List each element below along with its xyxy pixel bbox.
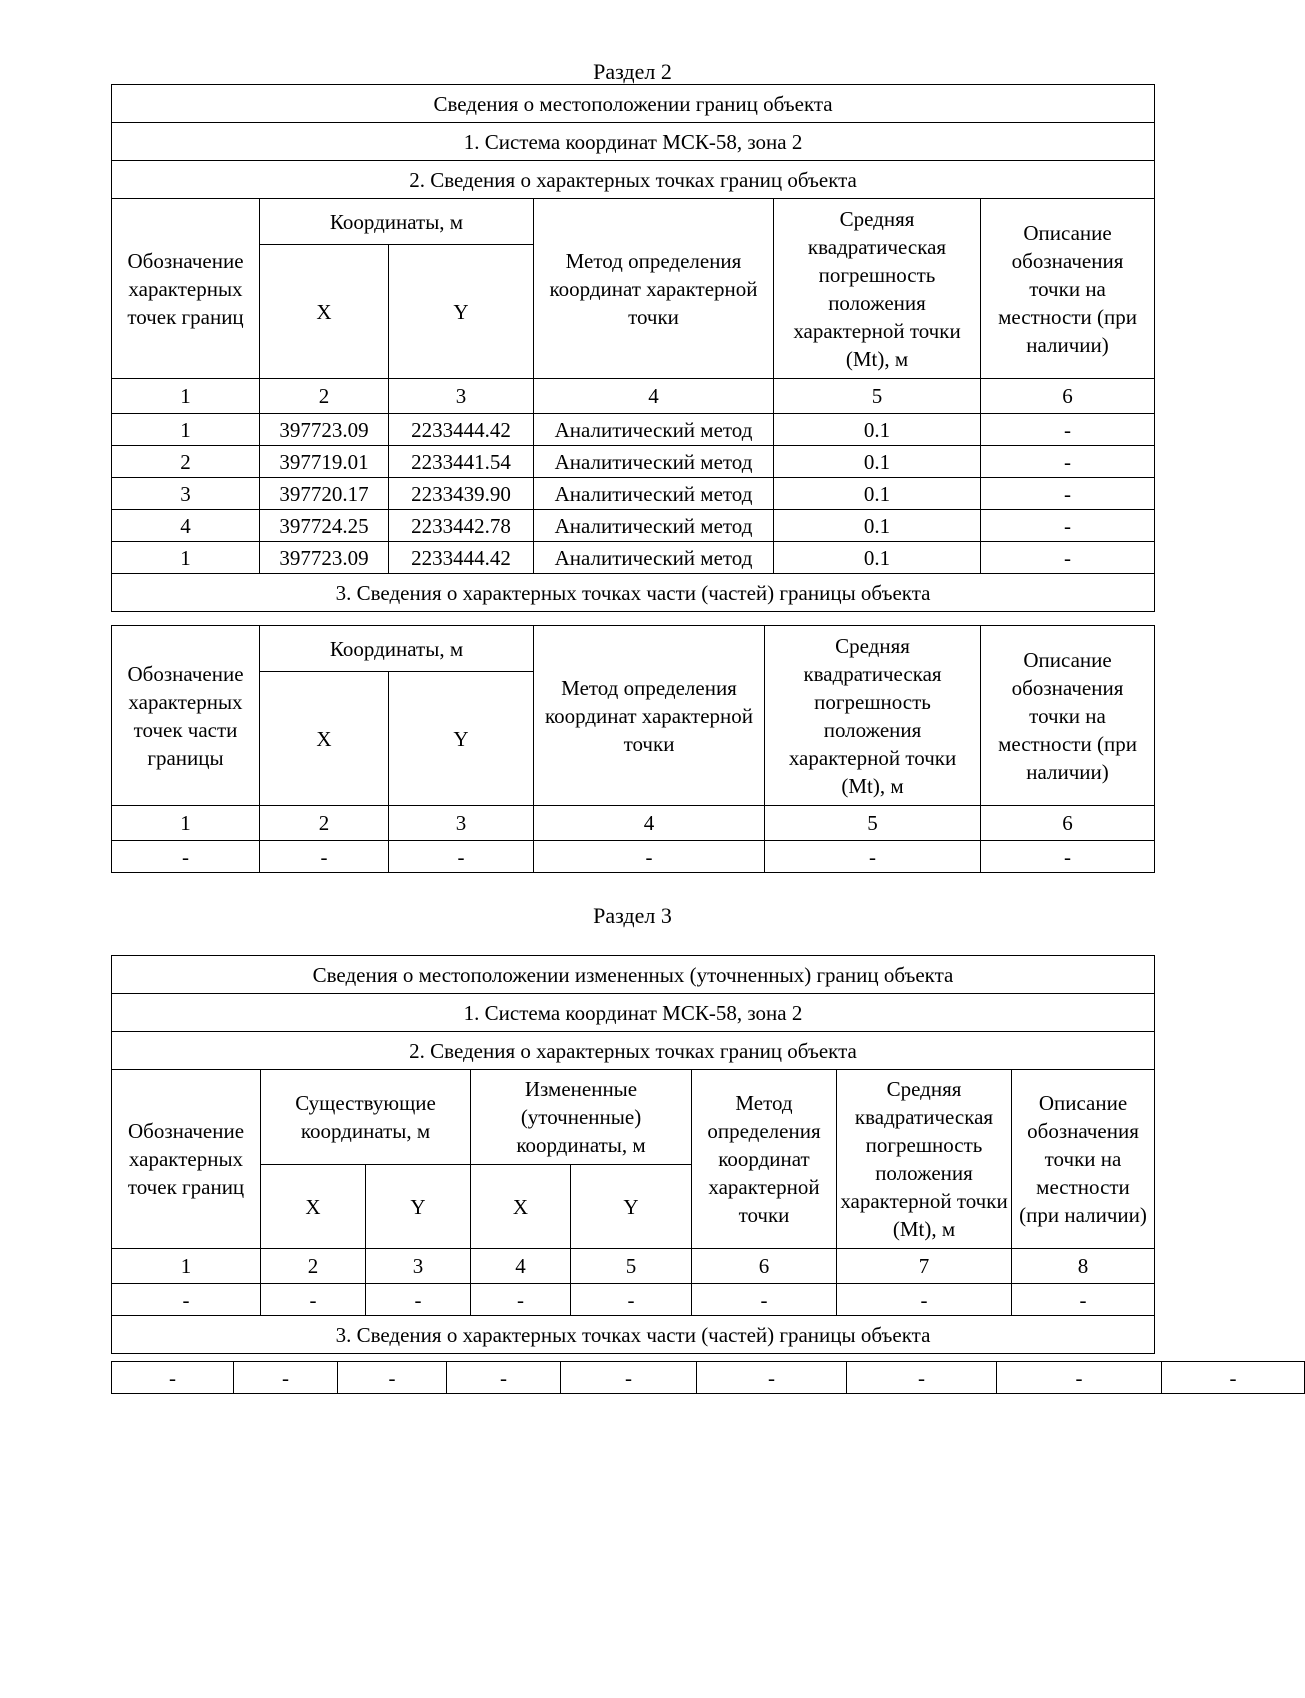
- column-number: 1: [112, 1249, 261, 1284]
- coord-x: 397724.25: [260, 510, 389, 542]
- table-cell: -: [366, 1284, 471, 1316]
- error-value: 0.1: [774, 478, 981, 510]
- column-number: 8: [1012, 1249, 1155, 1284]
- table-cell: -: [837, 1284, 1012, 1316]
- section-2-caption: Раздел 2: [593, 59, 672, 84]
- parts-header-method: Метод определения координат характерной точки: [534, 626, 765, 806]
- parts-title: 3. Сведения о характерных точках части (частей) границы объекта: [112, 1316, 1155, 1354]
- parts-header-y: Y: [389, 672, 534, 806]
- table-cell: -: [561, 1362, 697, 1394]
- table-row: [112, 1284, 1155, 1316]
- section-3-parts-table: [111, 1361, 1305, 1394]
- section-3-caption: Раздел 3: [593, 903, 672, 928]
- column-number-row: [112, 806, 1155, 841]
- description: -: [981, 446, 1155, 478]
- header-coordinates: Координаты, м: [260, 199, 534, 245]
- table-cell: -: [447, 1362, 561, 1394]
- coord-x: 397723.09: [260, 414, 389, 446]
- column-number-row: [112, 379, 1155, 414]
- table-cell: -: [1162, 1362, 1305, 1394]
- column-number: 2: [260, 806, 389, 841]
- parts-header-coordinates: Координаты, м: [260, 626, 534, 672]
- method: Аналитический метод: [534, 414, 774, 446]
- header-designation: Обозначение характерных точек границ: [112, 1070, 261, 1249]
- point-id: 2: [112, 446, 260, 478]
- header-y-changed: Y: [571, 1165, 692, 1249]
- description: -: [981, 478, 1155, 510]
- column-number: 3: [389, 806, 534, 841]
- table-cell: -: [471, 1284, 571, 1316]
- table-row: [112, 1362, 1305, 1394]
- table-cell: -: [534, 841, 765, 873]
- section-2-title: Сведения о местоположении границ объекта: [112, 85, 1155, 123]
- description: -: [981, 510, 1155, 542]
- header-designation: Обозначение характерных точек границ: [112, 199, 260, 379]
- table-cell: -: [692, 1284, 837, 1316]
- method: Аналитический метод: [534, 478, 774, 510]
- error-value: 0.1: [774, 510, 981, 542]
- column-number-row: [112, 1249, 1155, 1284]
- table-cell: -: [234, 1362, 338, 1394]
- description: -: [981, 542, 1155, 574]
- table-cell: -: [112, 1284, 261, 1316]
- description: -: [981, 414, 1155, 446]
- table-cell: -: [112, 841, 260, 873]
- header-existing-coordinates: Существующие координаты, м: [261, 1070, 471, 1165]
- table-row: [112, 510, 1155, 542]
- column-number: 1: [112, 379, 260, 414]
- column-number: 1: [112, 806, 260, 841]
- header-method: Метод определения координат характерной точки: [534, 199, 774, 379]
- point-id: 1: [112, 414, 260, 446]
- point-id: 1: [112, 542, 260, 574]
- header-method: Метод определения координат характерной точки: [692, 1070, 837, 1249]
- table-cell: -: [981, 841, 1155, 873]
- table-cell: -: [847, 1362, 997, 1394]
- error-value: 0.1: [774, 542, 981, 574]
- table-cell: -: [338, 1362, 447, 1394]
- parts-header-x: X: [260, 672, 389, 806]
- coord-x: 397723.09: [260, 542, 389, 574]
- table-cell: -: [1012, 1284, 1155, 1316]
- column-number: 5: [571, 1249, 692, 1284]
- error-value: 0.1: [774, 446, 981, 478]
- table-row: [112, 478, 1155, 510]
- table-cell: -: [697, 1362, 847, 1394]
- method: Аналитический метод: [534, 510, 774, 542]
- section-2-parts-table: [111, 625, 1155, 873]
- method: Аналитический метод: [534, 446, 774, 478]
- column-number: 2: [260, 379, 389, 414]
- points-title: 2. Сведения о характерных точках границ объекта: [112, 161, 1155, 199]
- section-3-table: [111, 955, 1155, 1354]
- table-cell: -: [261, 1284, 366, 1316]
- point-id: 3: [112, 478, 260, 510]
- column-number: 4: [534, 379, 774, 414]
- header-error: Средняя квадратическая погрешность положения характерной точки (Mt), м: [837, 1070, 1012, 1249]
- column-number: 5: [765, 806, 981, 841]
- header-y: Y: [389, 245, 534, 379]
- table-cell: -: [112, 1362, 234, 1394]
- column-number: 4: [471, 1249, 571, 1284]
- parts-header-description: Описание обозначения точки на местности (при наличии): [981, 626, 1155, 806]
- table-row: [112, 542, 1155, 574]
- column-number: 2: [261, 1249, 366, 1284]
- coord-y: 2233441.54: [389, 446, 534, 478]
- coord-x: 397720.17: [260, 478, 389, 510]
- header-description: Описание обозначения точки на местности (при наличии): [981, 199, 1155, 379]
- header-x-existing: X: [261, 1165, 366, 1249]
- section-2-table: [111, 84, 1155, 612]
- table-cell: -: [997, 1362, 1162, 1394]
- parts-header-error: Средняя квадратическая погрешность положения характерной точки (Mt), м: [765, 626, 981, 806]
- point-id: 4: [112, 510, 260, 542]
- header-x: X: [260, 245, 389, 379]
- column-number: 7: [837, 1249, 1012, 1284]
- table-cell: -: [260, 841, 389, 873]
- column-number: 3: [366, 1249, 471, 1284]
- header-y-existing: Y: [366, 1165, 471, 1249]
- points-title: 2. Сведения о характерных точках границ объекта: [112, 1032, 1155, 1070]
- coord-y: 2233439.90: [389, 478, 534, 510]
- table-row: [112, 414, 1155, 446]
- section-3-title: Сведения о местоположении измененных (уточненных) границ объекта: [112, 956, 1155, 994]
- table-cell: -: [571, 1284, 692, 1316]
- coord-y: 2233442.78: [389, 510, 534, 542]
- table-cell: -: [389, 841, 534, 873]
- error-value: 0.1: [774, 414, 981, 446]
- column-number: 6: [981, 379, 1155, 414]
- column-number: 6: [981, 806, 1155, 841]
- coord-y: 2233444.42: [389, 542, 534, 574]
- parts-header-designation: Обозначение характерных точек части границы: [112, 626, 260, 806]
- table-row: [112, 841, 1155, 873]
- table-cell: -: [765, 841, 981, 873]
- coord-y: 2233444.42: [389, 414, 534, 446]
- header-description: Описание обозначения точки на местности (при наличии): [1012, 1070, 1155, 1249]
- header-error: Средняя квадратическая погрешность положения характерной точки (Mt), м: [774, 199, 981, 379]
- coordinate-system: 1. Система координат МСК-58, зона 2: [112, 123, 1155, 161]
- column-number: 3: [389, 379, 534, 414]
- table-row: [112, 446, 1155, 478]
- column-number: 6: [692, 1249, 837, 1284]
- parts-title: 3. Сведения о характерных точках части (частей) границы объекта: [112, 574, 1155, 612]
- header-changed-coordinates: Измененные (уточненные) координаты, м: [471, 1070, 692, 1165]
- column-number: 5: [774, 379, 981, 414]
- method: Аналитический метод: [534, 542, 774, 574]
- header-x-changed: X: [471, 1165, 571, 1249]
- coord-x: 397719.01: [260, 446, 389, 478]
- coordinate-system: 1. Система координат МСК-58, зона 2: [112, 994, 1155, 1032]
- column-number: 4: [534, 806, 765, 841]
